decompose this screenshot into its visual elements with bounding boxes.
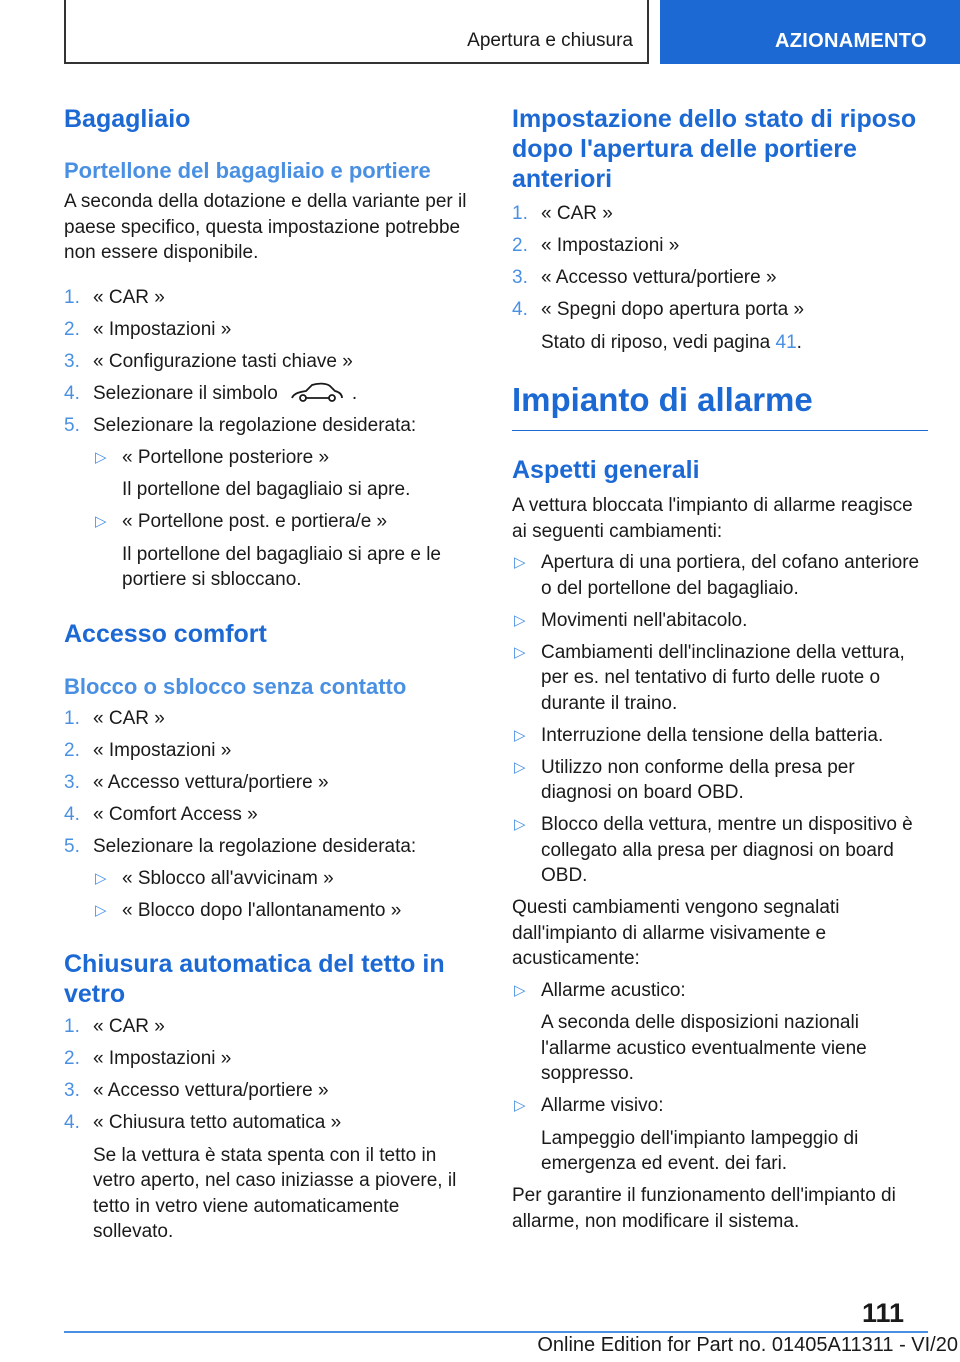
list-item: 1. « CAR » <box>64 707 165 729</box>
list-item: 5. Selezionare la regolazione desiderata: ▷ « Sblocco all'avvicinam » ▷ « Blocco dopo l'allontanamento » <box>64 834 480 924</box>
page-number: 111 <box>862 1298 905 1328</box>
steps-tetto <box>64 1014 480 1245</box>
allarme-intro: A vettura bloccata l'impianto di allarme reagisce ai seguenti cambiamenti: <box>512 495 913 542</box>
list-item: 5. Selezionare la regolazione desiderata: ▷ « Portellone posteriore » Il portellone del bagagliaio si apre. ▷ « Portellone post. e portiera/e » Il portellone del bagagliaio si apre e le portiere si sbloccano. <box>64 413 480 593</box>
right-column <box>512 100 928 1234</box>
availability-note: A seconda della dotazione e della variante per il paese specifico, questa impostazione potrebbe non essere disponibile. <box>64 191 467 263</box>
triangle-right-icon: ▷ <box>514 643 526 661</box>
list-item: 3. « Accesso vettura/portiere » <box>64 771 329 793</box>
options-comfort <box>93 866 480 924</box>
left-column <box>64 100 480 1251</box>
heading-chiusura-tetto: Chiusura automatica del tetto in vetro <box>64 950 445 1008</box>
list-item: 3. « Accesso vettura/portiere » <box>512 267 777 288</box>
list-item: 1. « CAR » <box>64 1016 165 1037</box>
list-item: ▷ Interruzione della tensione della batteria. <box>512 723 928 749</box>
list-item: 2. « Impostazioni » <box>64 1048 232 1069</box>
header-section-box <box>64 0 649 64</box>
triangle-right-icon: ▷ <box>514 1097 526 1114</box>
list-item: ▷ Allarme visivo: Lampeggio dell'impianto lampeggio di emergenza ed event. dei fari. <box>514 1095 859 1174</box>
steps-comfort <box>64 706 480 924</box>
footer-edition: Online Edition for Part no. 01405A11311 - VI/20 <box>537 1334 958 1356</box>
list-item: 4. « Comfort Access » <box>64 803 258 825</box>
list-item: 3. « Accesso vettura/portiere » <box>64 1080 329 1101</box>
list-item: ▷ « Blocco dopo l'allontanamento » <box>93 898 480 924</box>
page-reference-link[interactable]: 41 <box>775 331 797 353</box>
triangle-right-icon: ▷ <box>95 448 107 466</box>
list-item: ▷ Movimenti nell'abitacolo. <box>512 608 928 634</box>
header-section-title: Apertura e chiusura <box>467 30 633 51</box>
list-item: ▷ Cambiamenti dell'inclinazione della vettura, per es. nel tentativo di furto delle ruote o durante il traino. <box>514 641 905 714</box>
list-item: ▷ Blocco della vettura, mentre un dispositivo è collegato alla presa per diagnosi on board OBD. <box>514 814 913 886</box>
list-item: 2. « Impostazioni » <box>512 235 680 256</box>
triangle-right-icon: ▷ <box>95 901 107 919</box>
triangle-right-icon: ▷ <box>95 869 107 887</box>
header-chapter-title: AZIONAMENTO <box>775 30 927 52</box>
list-item: ▷ « Portellone post. e portiera/e » Il portellone del bagagliaio si apre e le portiere si sbloccano. <box>95 511 441 590</box>
heading-stato-riposo: Impostazione dello stato di riposo dopo l'apertura delle portiere anteriori <box>512 105 917 193</box>
list-item: ▷ Apertura di una portiera, del cofano anteriore o del portellone del bagagliaio. <box>514 552 920 599</box>
car-key-icon <box>290 382 344 402</box>
allarme-types-list <box>512 978 928 1177</box>
triangle-right-icon: ▷ <box>514 816 526 833</box>
allarme-closing: Per garantire il funzionamento dell'impianto di allarme, non modificare il sistema. <box>512 1185 896 1232</box>
list-item: 3. « Configurazione tasti chiave » <box>64 350 353 372</box>
options-bagagliaio <box>93 445 480 593</box>
list-item: ▷ « Sblocco all'avvicinam » <box>93 866 480 892</box>
heading-accesso-comfort: Accesso comfort <box>64 619 267 648</box>
list-item: 4. « Spegni dopo apertura porta » Stato di riposo, vedi pagina 41. <box>512 299 805 353</box>
allarme-signals: Questi cambiamenti vengono segnalati dall'impianto di allarme visivamente e acusticamente: <box>512 897 840 969</box>
footer-divider <box>64 1331 928 1333</box>
heading-impianto-allarme: Impianto di allarme <box>512 380 928 431</box>
heading-aspetti-generali: Aspetti generali <box>512 456 700 484</box>
triangle-right-icon: ▷ <box>514 726 526 744</box>
triangle-right-icon: ▷ <box>514 758 526 776</box>
subheading-portellone: Portellone del bagagliaio e portiere <box>64 158 431 183</box>
list-item: ▷ Utilizzo non conforme della presa per diagnosi on board OBD. <box>514 756 855 803</box>
list-item: ▷ Allarme acustico: A seconda delle disposizioni nazionali l'allarme acustico eventualmente viene soppresso. <box>514 979 867 1084</box>
triangle-right-icon: ▷ <box>514 554 526 571</box>
allarme-changes-list <box>512 550 928 889</box>
triangle-right-icon: ▷ <box>514 981 526 999</box>
subheading-blocco-sblocco: Blocco o sblocco senza contatto <box>64 673 407 699</box>
list-item: 2. « Impostazioni » <box>64 739 232 761</box>
list-item: 4. « Chiusura tetto automatica » Se la vettura è stata spenta con il tetto in vetro aperto, nel caso iniziasse a piovere, il tetto in vetro viene automaticamente sollevato. <box>64 1112 457 1242</box>
header-chapter-tab[interactable] <box>660 0 960 64</box>
list-item: 2. « Impostazioni » <box>64 318 232 340</box>
steps-riposo <box>512 201 928 355</box>
triangle-right-icon: ▷ <box>514 611 526 629</box>
list-item: 4. Selezionare il simbolo . <box>64 382 358 404</box>
list-item: ▷ « Portellone posteriore » Il portellone del bagagliaio si apre. <box>95 446 411 500</box>
steps-bagagliaio <box>64 285 480 593</box>
list-item: 1. « CAR » <box>64 286 165 308</box>
heading-bagagliaio: Bagagliaio <box>64 105 191 133</box>
list-item: 1. « CAR » <box>512 203 613 224</box>
triangle-right-icon: ▷ <box>95 513 107 530</box>
